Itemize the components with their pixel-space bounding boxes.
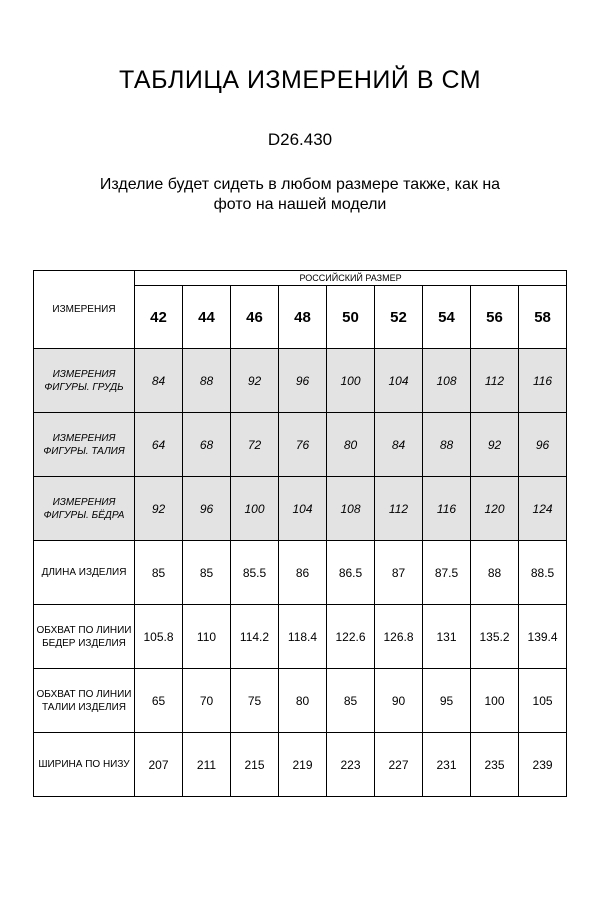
value-cell: 95	[423, 669, 471, 733]
table-row	[34, 733, 567, 797]
value-cell: 70	[183, 669, 231, 733]
size-header-cell: 52	[375, 286, 423, 349]
size-header-cell: 48	[279, 286, 327, 349]
value-cell: 96	[519, 413, 567, 477]
table-header-row	[34, 271, 567, 286]
value-cell: 64	[135, 413, 183, 477]
value-cell: 68	[183, 413, 231, 477]
value-cell: 72	[231, 413, 279, 477]
row-label: ОБХВАТ ПО ЛИНИИ БЕДЕР ИЗДЕЛИЯ	[34, 605, 135, 669]
row-label: ИЗМЕРЕНИЯ ФИГУРЫ. ГРУДЬ	[34, 349, 135, 413]
value-cell: 110	[183, 605, 231, 669]
value-cell: 108	[423, 349, 471, 413]
page-title: ТАБЛИЦА ИЗМЕРЕНИЙ В СМ	[118, 66, 482, 94]
size-header-cell: 46	[231, 286, 279, 349]
value-cell: 105	[519, 669, 567, 733]
table-row	[34, 669, 567, 733]
value-cell: 227	[375, 733, 423, 797]
value-cell: 124	[519, 477, 567, 541]
table-row	[34, 541, 567, 605]
value-cell: 87.5	[423, 541, 471, 605]
value-cell: 207	[135, 733, 183, 797]
value-cell: 105.8	[135, 605, 183, 669]
value-cell: 87	[375, 541, 423, 605]
value-cell: 112	[375, 477, 423, 541]
article-number: D26.430	[267, 130, 333, 149]
value-cell: 80	[327, 413, 375, 477]
value-cell: 223	[327, 733, 375, 797]
value-cell: 116	[519, 349, 567, 413]
row-label: ИЗМЕРЕНИЯ ФИГУРЫ. ТАЛИЯ	[34, 413, 135, 477]
value-cell: 120	[471, 477, 519, 541]
value-cell: 126.8	[375, 605, 423, 669]
size-table	[33, 270, 567, 797]
row-label: ШИРИНА ПО НИЗУ	[34, 733, 135, 797]
value-cell: 88.5	[519, 541, 567, 605]
table-row	[34, 605, 567, 669]
value-cell: 211	[183, 733, 231, 797]
value-cell: 86.5	[327, 541, 375, 605]
value-cell: 92	[231, 349, 279, 413]
size-header-cell: 50	[327, 286, 375, 349]
value-cell: 96	[279, 349, 327, 413]
value-cell: 88	[183, 349, 231, 413]
value-cell: 112	[471, 349, 519, 413]
value-cell: 84	[375, 413, 423, 477]
value-cell: 85	[135, 541, 183, 605]
measurements-header: ИЗМЕРЕНИЯ	[34, 271, 135, 349]
size-header-cell: 56	[471, 286, 519, 349]
value-cell: 239	[519, 733, 567, 797]
size-header-cell: 42	[135, 286, 183, 349]
value-cell: 100	[471, 669, 519, 733]
value-cell: 100	[231, 477, 279, 541]
russian-size-header: РОССИЙСКИЙ РАЗМЕР	[135, 271, 567, 286]
value-cell: 85	[327, 669, 375, 733]
value-cell: 108	[327, 477, 375, 541]
value-cell: 85.5	[231, 541, 279, 605]
value-cell: 92	[471, 413, 519, 477]
value-cell: 235	[471, 733, 519, 797]
row-label: ДЛИНА ИЗДЕЛИЯ	[34, 541, 135, 605]
value-cell: 215	[231, 733, 279, 797]
size-header-cell: 58	[519, 286, 567, 349]
value-cell: 96	[183, 477, 231, 541]
value-cell: 104	[279, 477, 327, 541]
value-cell: 76	[279, 413, 327, 477]
table-row	[34, 477, 567, 541]
value-cell: 139.4	[519, 605, 567, 669]
size-header-cell: 44	[183, 286, 231, 349]
value-cell: 131	[423, 605, 471, 669]
row-label: ОБХВАТ ПО ЛИНИИ ТАЛИИ ИЗДЕЛИЯ	[34, 669, 135, 733]
value-cell: 92	[135, 477, 183, 541]
value-cell: 90	[375, 669, 423, 733]
value-cell: 86	[279, 541, 327, 605]
value-cell: 88	[471, 541, 519, 605]
value-cell: 231	[423, 733, 471, 797]
value-cell: 122.6	[327, 605, 375, 669]
value-cell: 80	[279, 669, 327, 733]
value-cell: 75	[231, 669, 279, 733]
value-cell: 65	[135, 669, 183, 733]
value-cell: 116	[423, 477, 471, 541]
value-cell: 135.2	[471, 605, 519, 669]
row-label: ИЗМЕРЕНИЯ ФИГУРЫ. БЁДРА	[34, 477, 135, 541]
value-cell: 118.4	[279, 605, 327, 669]
value-cell: 84	[135, 349, 183, 413]
table-row	[34, 349, 567, 413]
value-cell: 114.2	[231, 605, 279, 669]
value-cell: 219	[279, 733, 327, 797]
size-header-cell: 54	[423, 286, 471, 349]
table-row	[34, 413, 567, 477]
value-cell: 100	[327, 349, 375, 413]
value-cell: 104	[375, 349, 423, 413]
fit-note: Изделие будет сидеть в любом размере также, как на фото на нашей модели	[99, 176, 501, 213]
value-cell: 85	[183, 541, 231, 605]
value-cell: 88	[423, 413, 471, 477]
